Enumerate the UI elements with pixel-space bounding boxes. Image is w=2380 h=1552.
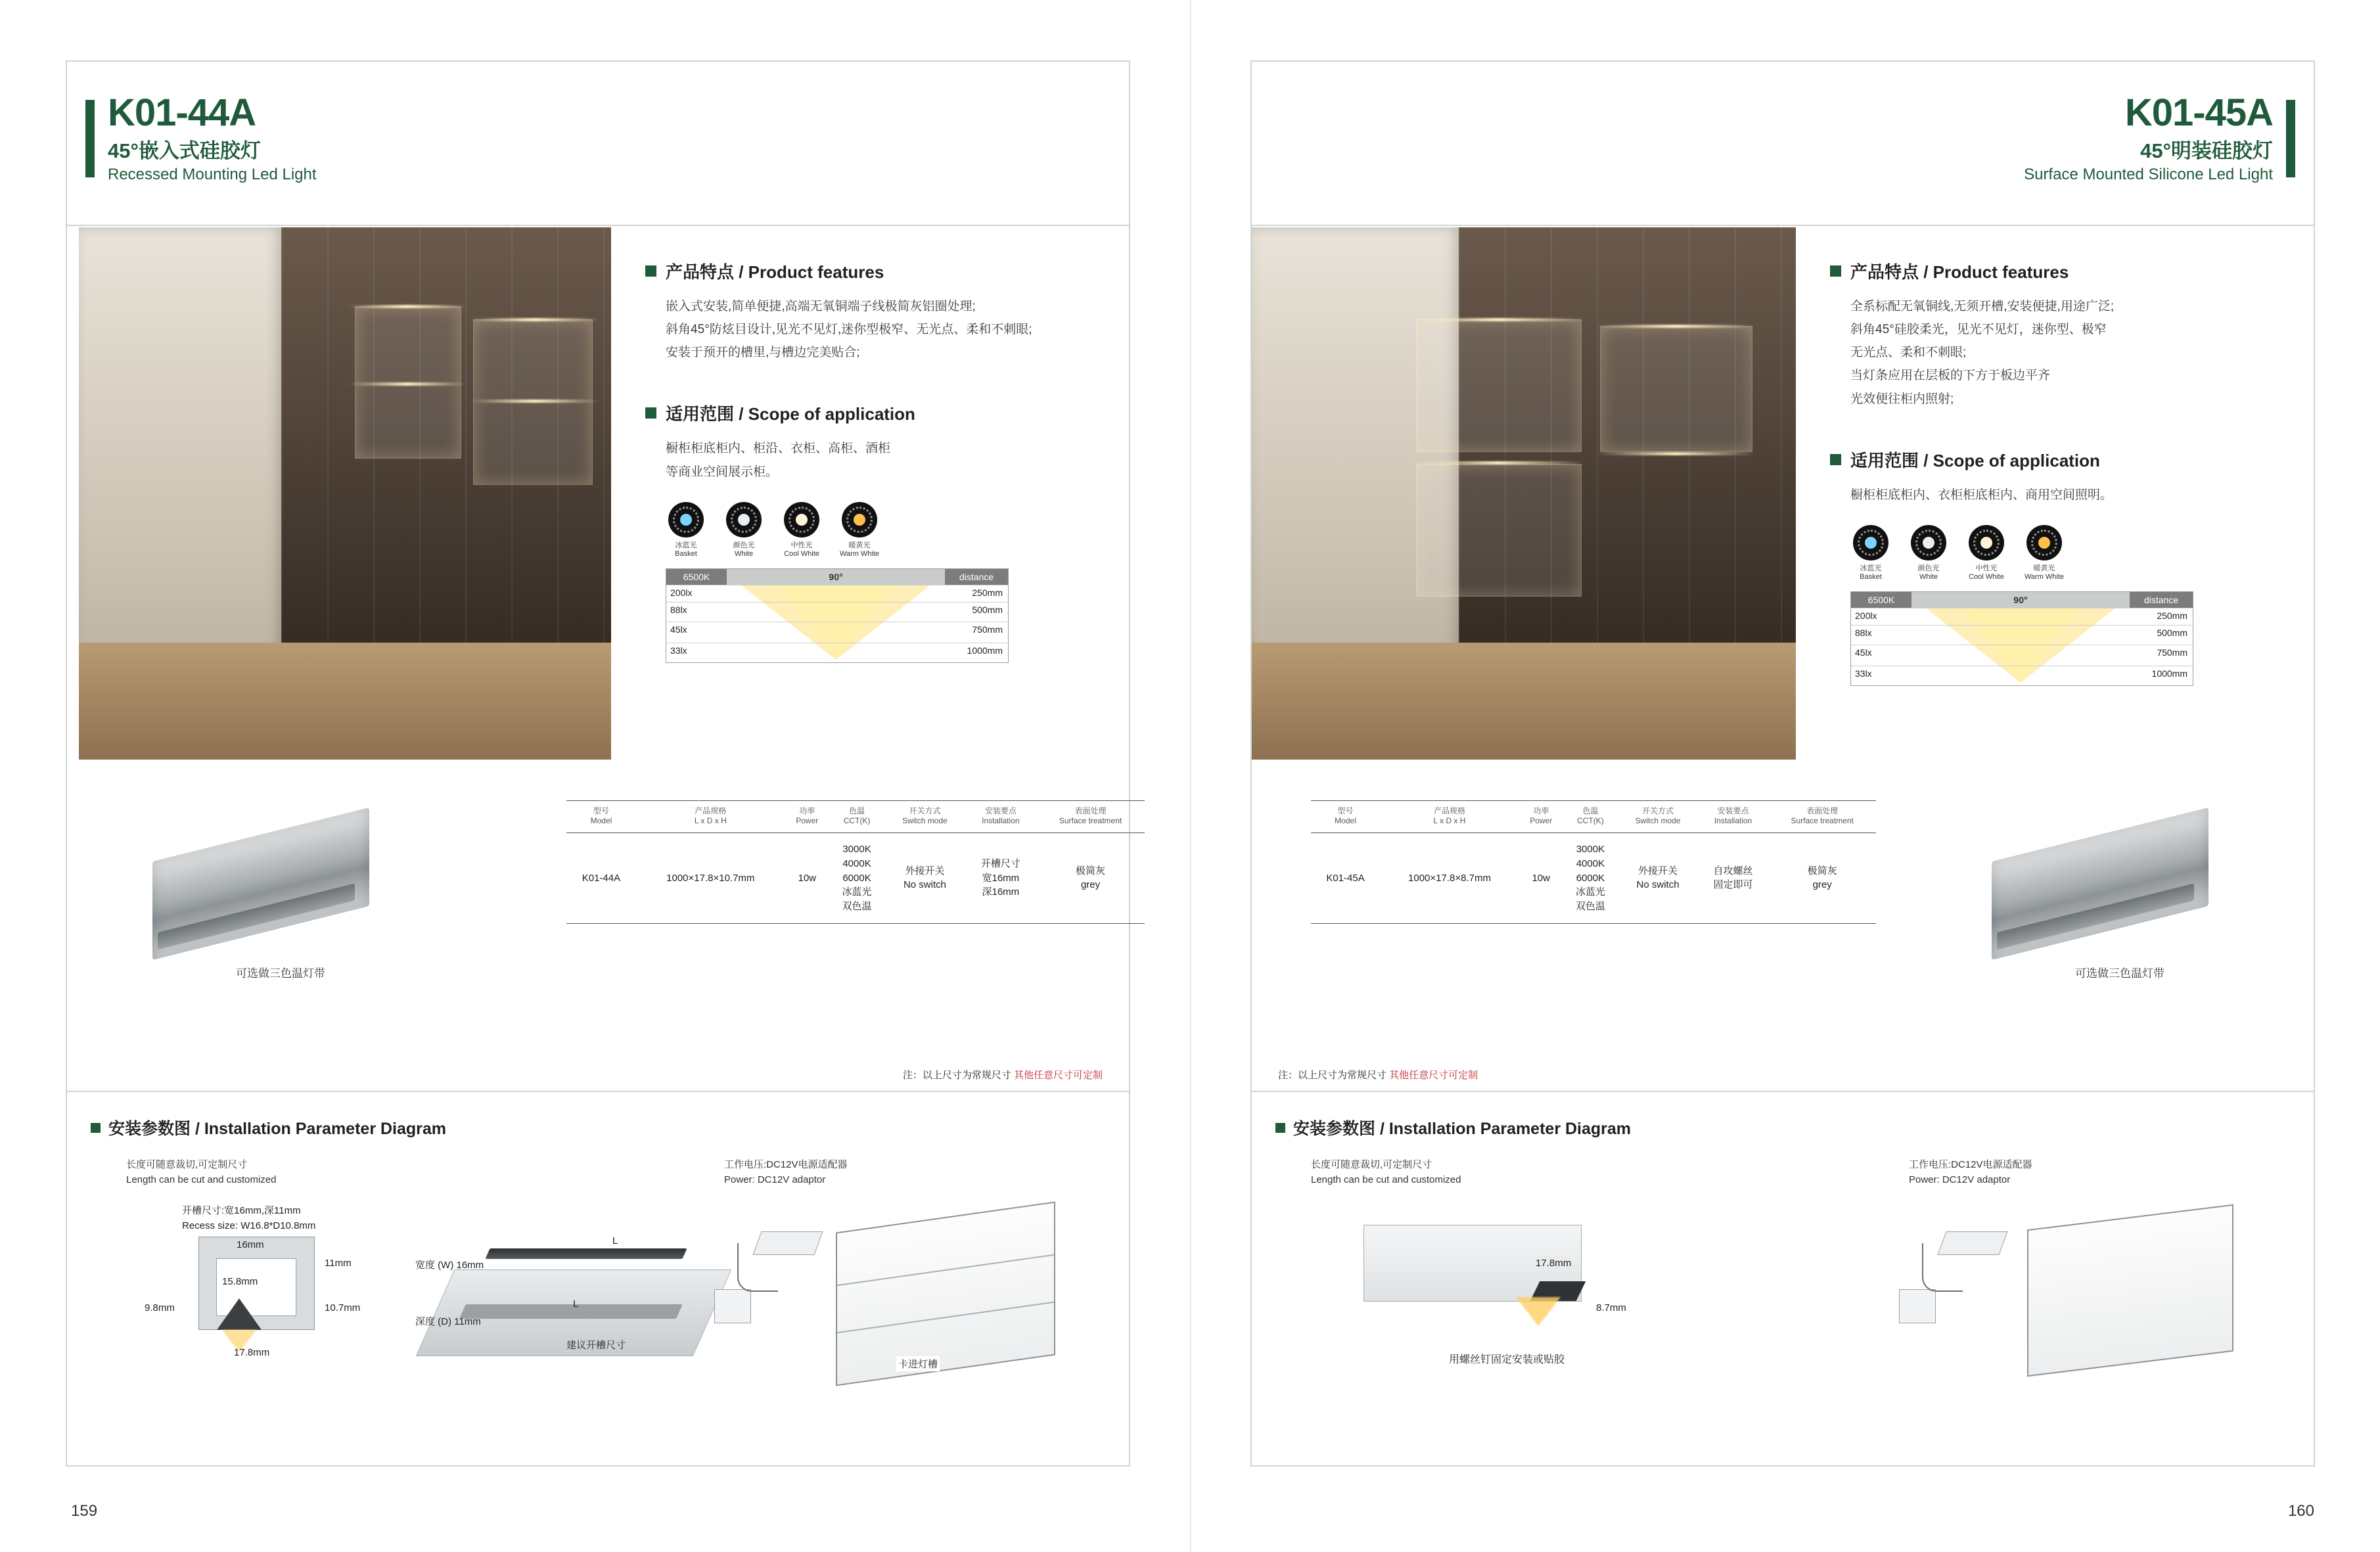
kelvin-label: 6500K — [666, 569, 727, 585]
product-title-en: Surface Mounted Silicone Led Light — [2024, 166, 2273, 184]
beam-angle-label: 90° — [727, 569, 945, 585]
cell-size: 1000×17.8×10.7mm — [636, 833, 785, 924]
led-glow-line — [470, 318, 599, 321]
kelvin-label: 6500K — [1851, 592, 1911, 608]
cct-icon-row — [645, 503, 1099, 558]
product-image-caption: 可选做三色温灯带 — [236, 967, 325, 980]
cabinet-illustration — [836, 1202, 1055, 1386]
cabinet-shelf — [2028, 1206, 2232, 1231]
cell-install: 自攻螺丝 固定即可 — [1698, 833, 1769, 924]
note-prefix: 注：以上尺寸为常规尺寸 — [1278, 1070, 1390, 1081]
installation-heading-text: 安装参数图 / Installation Parameter Diagram — [1293, 1120, 1632, 1138]
note-highlight: 其他任意尺寸可定制 — [1389, 1070, 1478, 1081]
cct-label-cn: 暖黄光 — [848, 541, 871, 549]
distance-row — [666, 622, 1008, 638]
distance-label: distance — [2130, 592, 2193, 608]
distance-value: 500mm — [2157, 627, 2187, 638]
cct-label-en: White — [734, 549, 754, 558]
extrusion-render — [1992, 808, 2208, 960]
spacer — [645, 364, 1099, 401]
distance-row — [666, 585, 1008, 601]
spec-th-power: 功率 Power — [1519, 801, 1563, 833]
feature-line: 斜角45°硅胶柔光，见光不见灯，迷你型、极窄 — [1850, 323, 2107, 337]
scope-body — [645, 437, 1099, 483]
cct-option — [666, 503, 706, 558]
floor-area — [1252, 643, 1796, 760]
spec-header-row — [566, 801, 1145, 833]
spec-th-size: 产品规格 L x D x H — [636, 801, 785, 833]
spec-th-install: 安装要点 Installation — [1698, 801, 1769, 833]
diagram-body — [666, 585, 1008, 662]
distance-row — [666, 602, 1008, 618]
bulb-icon — [785, 503, 818, 536]
groove-note: 建议开槽尺寸 — [566, 1340, 626, 1351]
lux-value: 45lx — [670, 624, 687, 635]
cell-cct: 3000K 4000K 6000K 冰蓝光 双色温 — [1563, 833, 1618, 924]
dim-top: 16mm — [237, 1239, 264, 1250]
led-glow-line — [348, 382, 467, 386]
installation-heading-text: 安装参数图 / Installation Parameter Diagram — [108, 1120, 447, 1138]
cell-install: 开槽尺寸 宽16mm 深16mm — [965, 833, 1036, 924]
illuminance-distance-diagram — [666, 568, 1009, 663]
scope-line: 橱柜柜底柜内、衣柜柜底柜内、商用空间照明。 — [1850, 488, 2113, 502]
bulb-icon — [727, 503, 760, 536]
distance-row — [1851, 645, 2193, 661]
light-emission-glow — [1516, 1297, 1561, 1326]
power-plug-icon — [1899, 1289, 1936, 1323]
screw-mount-note: 用螺丝钉固定安装或贴胶 — [1449, 1354, 1565, 1365]
shelf-highlight — [1416, 319, 1582, 452]
spec-table-right — [1311, 800, 1876, 924]
lux-value: 88lx — [1855, 627, 1872, 638]
header-text-block — [108, 93, 317, 185]
header-accent-bar — [85, 100, 95, 177]
strip-length-label: L — [612, 1235, 618, 1246]
surface-cn: 极简灰 — [1807, 865, 1837, 877]
switch-cn: 外接开关 — [905, 865, 945, 877]
feature-line: 当灯条应用在层板的下方于板边平齐 — [1850, 369, 2051, 383]
bulb-icon — [843, 503, 876, 536]
groove-width-label: 宽度 (W) 16mm — [415, 1260, 484, 1271]
installation-diagram-right — [1252, 1093, 2314, 1467]
cabinet-shelf — [837, 1302, 1054, 1333]
distance-value: 750mm — [972, 624, 1003, 635]
cell-surface — [1768, 833, 1876, 924]
cct-label-en: Basket — [675, 549, 697, 558]
square-bullet-icon — [645, 265, 656, 277]
cct-label-en: Basket — [1860, 572, 1882, 581]
distance-row — [1851, 666, 2193, 682]
cct-label-en: White — [1919, 572, 1938, 581]
cct-option — [2024, 526, 2065, 581]
installation-heading — [1275, 1116, 2314, 1139]
square-bullet-icon — [645, 407, 656, 419]
switch-cn: 外接开关 — [1638, 865, 1678, 877]
power-note-cn: 工作电压:DC12V电源适配器 — [724, 1159, 848, 1170]
illuminance-distance-diagram — [1850, 591, 2193, 686]
features-heading-text: 产品特点 / Product features — [666, 262, 884, 282]
led-glow-line — [1412, 318, 1584, 321]
distance-row — [1851, 625, 2193, 641]
cct-label-en: Cool White — [1969, 572, 2004, 581]
cell-size: 1000×17.8×8.7mm — [1380, 833, 1519, 924]
cct-label-en: Warm White — [839, 549, 880, 558]
note-highlight: 其他任意尺寸可定制 — [1013, 1070, 1103, 1081]
scope-body — [1830, 484, 2290, 507]
spec-th-switch: 开关方式 Switch mode — [884, 801, 965, 833]
cct-label-cn: 中性光 — [790, 541, 813, 549]
features-column-right — [1830, 259, 2290, 686]
scope-heading — [1830, 447, 2290, 472]
cell-surface — [1036, 833, 1145, 924]
cabinet-shelf — [2028, 1206, 2232, 1231]
cell-cct: 3000K 4000K 6000K 冰蓝光 双色温 — [829, 833, 885, 924]
spec-note-right — [1278, 1068, 1478, 1082]
led-glow-line — [348, 305, 467, 308]
cabinet-label: 卡进灯槽 — [896, 1356, 940, 1371]
scope-heading-text: 适用范围 / Scope of application — [666, 404, 915, 424]
distance-value: 250mm — [2157, 610, 2187, 621]
power-wire — [1922, 1243, 1963, 1292]
features-column-left — [645, 259, 1099, 663]
cct-option — [723, 503, 764, 558]
scope-line: 橱柜柜底柜内、柜沿、衣柜、高柜、酒柜 — [666, 442, 891, 456]
cabinet-shelf — [837, 1254, 1054, 1286]
bulb-icon — [1912, 526, 1945, 559]
distance-value: 750mm — [2157, 647, 2187, 658]
features-body — [1830, 295, 2290, 411]
product-profile-image — [126, 795, 435, 992]
page-header-left — [67, 62, 1129, 226]
cct-label-cn: 中性光 — [1975, 564, 1998, 572]
diagram-body — [1851, 608, 2193, 685]
switch-en: No switch — [1636, 879, 1680, 891]
square-bullet-icon — [1830, 454, 1841, 465]
cell-power: 10w — [785, 833, 829, 924]
page-right-frame — [1250, 60, 2315, 1467]
bulb-icon — [670, 503, 702, 536]
cell-power: 10w — [1519, 833, 1563, 924]
shelf-highlight — [1600, 326, 1752, 452]
table-row — [566, 833, 1145, 924]
spec-th-cct: 色温 CCT(K) — [829, 801, 885, 833]
spec-th-switch: 开关方式 Switch mode — [1618, 801, 1697, 833]
cut-note-cn: 长度可随意裁切,可定制尺寸 — [126, 1159, 248, 1170]
product-scene-photo — [79, 227, 611, 760]
surface-en: grey — [1812, 879, 1832, 891]
page-left-frame — [66, 60, 1130, 1467]
power-wire — [737, 1243, 778, 1292]
page-number-left: 159 — [71, 1502, 98, 1520]
dim-bottom-left: 9.8mm — [145, 1302, 175, 1313]
spec-th-model: 型号 Model — [1311, 801, 1380, 833]
switch-en: No switch — [903, 879, 946, 891]
diagram-topbar — [666, 569, 1008, 585]
cut-note — [1311, 1158, 1461, 1187]
power-note-cn: 工作电压:DC12V电源适配器 — [1909, 1159, 2032, 1170]
bulb-icon — [2028, 526, 2061, 559]
feature-line: 全系标配无氧铜线,无须开槽,安装便捷,用途广泛; — [1850, 300, 2115, 313]
lux-value: 88lx — [670, 604, 687, 615]
groove-slot — [459, 1304, 683, 1319]
page-right — [1190, 0, 2380, 1552]
beam-angle-label: 90° — [1911, 592, 2130, 608]
cct-option — [839, 503, 880, 558]
features-body — [645, 295, 1099, 364]
spec-th-surface: 表面处理 Surface treatment — [1768, 801, 1876, 833]
spec-th-cct: 色温 CCT(K) — [1563, 801, 1618, 833]
cct-label-cn: 颜色光 — [733, 541, 755, 549]
shelf-highlight — [1416, 464, 1582, 597]
distance-value: 250mm — [972, 587, 1003, 598]
spec-th-size: 产品规格 L x D x H — [1380, 801, 1519, 833]
spec-th-power: 功率 Power — [785, 801, 829, 833]
spacer — [1830, 411, 2290, 447]
cct-label-en: Cool White — [784, 549, 819, 558]
header-accent-bar — [2286, 100, 2295, 177]
cct-label-cn: 颜色光 — [1917, 564, 1940, 572]
product-title-cn: 45°明装硅胶灯 — [2140, 139, 2273, 162]
feature-line: 安装于预开的槽里,与槽边完美贴合; — [666, 346, 860, 360]
diagram-topbar — [1851, 592, 2193, 608]
cut-note-en: Length can be cut and customized — [1311, 1174, 1461, 1185]
distance-value: 500mm — [972, 604, 1003, 615]
square-bullet-icon — [91, 1123, 101, 1133]
installation-heading — [91, 1116, 1129, 1139]
cabinet-illustration — [2027, 1204, 2233, 1377]
recess-note-cn: 开槽尺寸:宽16mm,深11mm — [182, 1205, 301, 1216]
product-title-cn: 45°嵌入式硅胶灯 — [108, 139, 261, 162]
spec-th-surface: 表面处理 Surface treatment — [1036, 801, 1145, 833]
product-title-en: Recessed Mounting Led Light — [108, 166, 317, 184]
cct-icon-row — [1830, 526, 2290, 581]
bulb-icon — [1970, 526, 2003, 559]
power-note-en: Power: DC12V adaptor — [1909, 1174, 2011, 1185]
dim-bottom-right: 10.7mm — [325, 1302, 361, 1313]
lux-value: 200lx — [670, 587, 693, 598]
power-plug-icon — [714, 1289, 751, 1323]
header-text-block — [2024, 93, 2273, 185]
square-bullet-icon — [1830, 265, 1841, 277]
led-glow-line — [1412, 461, 1584, 465]
lux-value: 33lx — [1855, 668, 1872, 679]
cct-label-cn: 冰蓝光 — [1860, 564, 1882, 572]
features-heading — [645, 259, 1099, 283]
cut-note-en: Length can be cut and customized — [126, 1174, 277, 1185]
product-image-caption: 可选做三色温灯带 — [2075, 967, 2164, 980]
cell-switch — [1618, 833, 1697, 924]
distance-label: distance — [945, 569, 1008, 585]
feature-line: 光效便往柜内照射; — [1850, 392, 1954, 406]
features-heading-text: 产品特点 / Product features — [1850, 262, 2069, 282]
cct-option — [1966, 526, 2007, 581]
square-bullet-icon — [1275, 1123, 1285, 1133]
distance-value: 1000mm — [967, 645, 1003, 656]
dim-width: 17.8mm — [1536, 1258, 1572, 1269]
page-header-right — [1252, 62, 2314, 226]
dim-right: 11mm — [325, 1258, 352, 1269]
dim-inner-left: 15.8mm — [222, 1276, 258, 1287]
cct-option — [1908, 526, 1949, 581]
spec-note-left — [903, 1068, 1103, 1082]
product-code: K01-45A — [2124, 91, 2273, 134]
feature-line: 无光点、柔和不刺眼; — [1850, 346, 1967, 360]
recess-size-note — [182, 1204, 315, 1233]
cell-model: K01-44A — [566, 833, 636, 924]
distance-row — [1851, 608, 2193, 624]
led-strip-render — [485, 1248, 687, 1259]
surface-cn: 极简灰 — [1076, 865, 1106, 877]
product-profile-image — [1965, 795, 2274, 992]
dim-base: 17.8mm — [234, 1347, 270, 1358]
features-heading — [1830, 259, 2290, 283]
lux-value: 45lx — [1855, 647, 1872, 658]
spec-table-left — [566, 800, 1145, 924]
cct-label-cn: 暖黄光 — [2033, 564, 2055, 572]
spec-header-row — [1311, 801, 1876, 833]
feature-line: 嵌入式安装,简单便捷,高端无氧铜端子线极简灰铝圈处理; — [666, 300, 976, 313]
power-note — [724, 1158, 848, 1187]
spec-th-install: 安装要点 Installation — [965, 801, 1036, 833]
product-code: K01-44A — [108, 91, 256, 134]
led-glow-line — [470, 399, 599, 403]
cut-note — [126, 1158, 277, 1187]
scope-heading-text: 适用范围 / Scope of application — [1850, 450, 2100, 470]
led-glow-line — [1596, 452, 1755, 455]
scope-heading — [645, 401, 1099, 425]
distance-row — [666, 643, 1008, 659]
lux-value: 33lx — [670, 645, 687, 656]
spec-zone-right — [1252, 762, 2314, 1092]
cct-option — [1850, 526, 1891, 581]
cct-option — [781, 503, 822, 558]
floor-area — [79, 643, 611, 760]
cell-model: K01-45A — [1311, 833, 1380, 924]
page-number-right: 160 — [2287, 1502, 2314, 1520]
bulb-icon — [1854, 526, 1887, 559]
cct-label-en: Warm White — [2024, 572, 2065, 581]
table-row — [1311, 833, 1876, 924]
recess-note-en: Recess size: W16.8*D10.8mm — [182, 1220, 316, 1231]
power-note — [1909, 1158, 2032, 1187]
surface-en: grey — [1080, 879, 1101, 891]
lux-value: 200lx — [1855, 610, 1877, 621]
note-prefix: 注：以上尺寸为常规尺寸 — [902, 1070, 1014, 1081]
installation-diagram-left — [67, 1093, 1129, 1467]
groove-inner-label: L — [573, 1298, 579, 1310]
distance-value: 1000mm — [2151, 668, 2187, 679]
cut-note-cn: 长度可随意裁切,可定制尺寸 — [1311, 1159, 1432, 1170]
spec-th-model: 型号 Model — [566, 801, 636, 833]
dim-height: 8.7mm — [1596, 1302, 1626, 1313]
product-scene-photo — [1252, 227, 1796, 760]
spec-zone-left — [67, 762, 1129, 1092]
v-channel-shape — [217, 1298, 262, 1330]
groove-depth-label: 深度 (D) 11mm — [415, 1316, 481, 1327]
extrusion-render — [152, 808, 369, 960]
feature-line: 斜角45°防炫目设计,见光不见灯,迷你型极窄、无光点、柔和不刺眼; — [666, 323, 1032, 337]
scope-line: 等商业空间展示柜。 — [666, 465, 779, 479]
power-note-en: Power: DC12V adaptor — [724, 1174, 826, 1185]
cct-label-cn: 冰蓝光 — [675, 541, 697, 549]
cell-switch — [884, 833, 965, 924]
led-glow-line — [1596, 325, 1755, 328]
